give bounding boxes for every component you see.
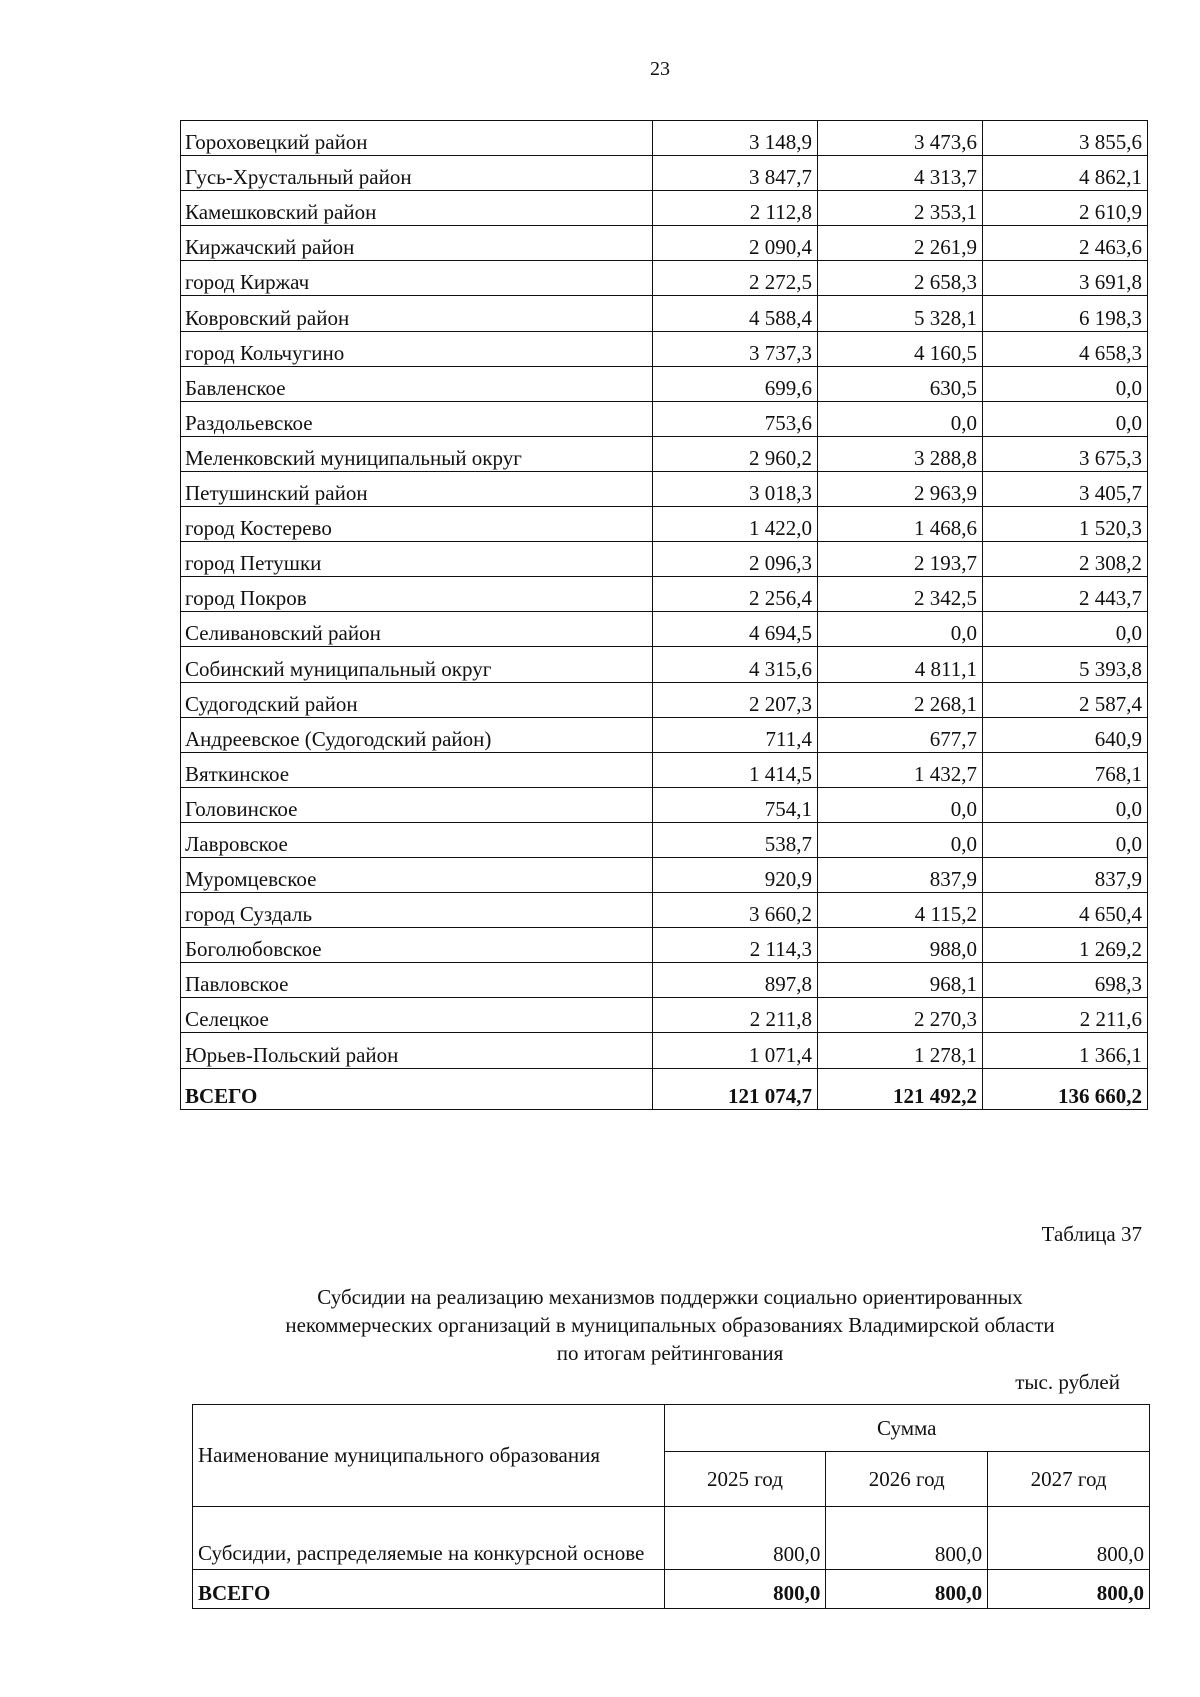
row-value-2025: 3 148,9 bbox=[653, 121, 818, 156]
row-value-2026: 837,9 bbox=[818, 857, 983, 892]
table-row bbox=[181, 857, 1148, 892]
row-value-2027: 1 366,1 bbox=[983, 1033, 1148, 1068]
total-row bbox=[181, 1068, 1148, 1109]
row-value-2026: 3 473,6 bbox=[818, 121, 983, 156]
row-value-2026: 1 432,7 bbox=[818, 752, 983, 787]
row-value-2025: 4 588,4 bbox=[653, 296, 818, 331]
row-value-2027: 640,9 bbox=[983, 717, 1148, 752]
table-row bbox=[181, 893, 1148, 928]
column-header-2026: 2026 год bbox=[826, 1452, 988, 1507]
total-value-2026: 121 492,2 bbox=[818, 1068, 983, 1109]
row-name: Селецкое bbox=[181, 998, 653, 1033]
row-value-2027: 768,1 bbox=[983, 752, 1148, 787]
row-value-2026: 2 353,1 bbox=[818, 191, 983, 226]
row-name: Вяткинское bbox=[181, 752, 653, 787]
row-name: город Кольчугино bbox=[181, 331, 653, 366]
row-value-2026: 2 963,9 bbox=[818, 471, 983, 506]
row-value-2026: 4 811,1 bbox=[818, 647, 983, 682]
total-value-2025: 800,0 bbox=[664, 1570, 826, 1609]
row-value-2027: 3 855,6 bbox=[983, 121, 1148, 156]
row-value-2025: 3 737,3 bbox=[653, 331, 818, 366]
total-value-2027: 136 660,2 bbox=[983, 1068, 1148, 1109]
row-value-2027: 4 862,1 bbox=[983, 156, 1148, 191]
total-value-2026: 800,0 bbox=[826, 1570, 988, 1609]
row-value-2026: 4 160,5 bbox=[818, 331, 983, 366]
subsidy-distribution-table bbox=[180, 120, 1148, 1110]
row-value-2026: 3 288,8 bbox=[818, 436, 983, 471]
total-value-2025: 121 074,7 bbox=[653, 1068, 818, 1109]
row-name: Гороховецкий район bbox=[181, 121, 653, 156]
row-value-2025: 2 272,5 bbox=[653, 261, 818, 296]
nko-subsidy-table bbox=[192, 1404, 1150, 1609]
table-row bbox=[181, 156, 1148, 191]
row-value-2026: 2 268,1 bbox=[818, 682, 983, 717]
row-value-2027: 0,0 bbox=[983, 612, 1148, 647]
column-header-2027: 2027 год bbox=[988, 1452, 1150, 1507]
row-value-2025: 2 960,2 bbox=[653, 436, 818, 471]
row-name: Меленковский муниципальный округ bbox=[181, 436, 653, 471]
row-value-2025: 2 211,8 bbox=[653, 998, 818, 1033]
row-value-2025: 1 414,5 bbox=[653, 752, 818, 787]
row-value-2027: 2 443,7 bbox=[983, 577, 1148, 612]
row-value-2027: 800,0 bbox=[988, 1507, 1150, 1570]
row-value-2026: 988,0 bbox=[818, 928, 983, 963]
row-value-2026: 4 313,7 bbox=[818, 156, 983, 191]
row-value-2025: 1 422,0 bbox=[653, 507, 818, 542]
row-name: Юрьев-Польский район bbox=[181, 1033, 653, 1068]
table-row bbox=[181, 121, 1148, 156]
row-name: Киржачский район bbox=[181, 226, 653, 261]
row-value-2025: 753,6 bbox=[653, 401, 818, 436]
row-name: город Суздаль bbox=[181, 893, 653, 928]
row-value-2027: 2 463,6 bbox=[983, 226, 1148, 261]
row-name: город Покров bbox=[181, 577, 653, 612]
row-name: Боголюбовское bbox=[181, 928, 653, 963]
row-value-2027: 698,3 bbox=[983, 963, 1148, 998]
row-value-2027: 2 587,4 bbox=[983, 682, 1148, 717]
row-value-2027: 4 650,4 bbox=[983, 893, 1148, 928]
row-value-2026: 0,0 bbox=[818, 822, 983, 857]
row-value-2026: 2 342,5 bbox=[818, 577, 983, 612]
table-row bbox=[181, 1033, 1148, 1068]
row-value-2026: 677,7 bbox=[818, 717, 983, 752]
row-name: Андреевское (Судогодский район) bbox=[181, 717, 653, 752]
row-value-2025: 2 256,4 bbox=[653, 577, 818, 612]
row-name: город Костерево bbox=[181, 507, 653, 542]
row-value-2027: 4 658,3 bbox=[983, 331, 1148, 366]
row-value-2026: 2 193,7 bbox=[818, 542, 983, 577]
row-value-2026: 0,0 bbox=[818, 401, 983, 436]
row-value-2026: 968,1 bbox=[818, 963, 983, 998]
table-row bbox=[181, 752, 1148, 787]
total-value-2027: 800,0 bbox=[988, 1570, 1150, 1609]
row-value-2025: 711,4 bbox=[653, 717, 818, 752]
row-name: город Петушки bbox=[181, 542, 653, 577]
table-row bbox=[181, 998, 1148, 1033]
column-header-sum: Сумма bbox=[664, 1405, 1150, 1452]
row-value-2027: 2 308,2 bbox=[983, 542, 1148, 577]
table-row bbox=[181, 366, 1148, 401]
row-value-2026: 2 270,3 bbox=[818, 998, 983, 1033]
table-row bbox=[181, 822, 1148, 857]
table-title-line: некоммерческих организаций в муниципальных образованиях Владимирской области bbox=[285, 1313, 1055, 1337]
column-header-2025: 2025 год bbox=[664, 1452, 826, 1507]
row-value-2026: 630,5 bbox=[818, 366, 983, 401]
table-row bbox=[181, 191, 1148, 226]
row-value-2027: 3 405,7 bbox=[983, 471, 1148, 506]
row-value-2025: 538,7 bbox=[653, 822, 818, 857]
table-row bbox=[181, 226, 1148, 261]
table-row bbox=[181, 577, 1148, 612]
table-row bbox=[181, 331, 1148, 366]
table-row bbox=[193, 1507, 1150, 1570]
row-value-2026: 4 115,2 bbox=[818, 893, 983, 928]
row-value-2027: 0,0 bbox=[983, 787, 1148, 822]
table-title-line: по итогам рейтингования bbox=[556, 1341, 784, 1365]
row-name: Головинское bbox=[181, 787, 653, 822]
row-value-2027: 0,0 bbox=[983, 822, 1148, 857]
row-value-2027: 2 211,6 bbox=[983, 998, 1148, 1033]
row-name: Павловское bbox=[181, 963, 653, 998]
table-row bbox=[181, 787, 1148, 822]
table-label: Таблица 37 bbox=[1041, 1222, 1142, 1246]
table-row bbox=[181, 507, 1148, 542]
row-value-2027: 2 610,9 bbox=[983, 191, 1148, 226]
table-row bbox=[181, 717, 1148, 752]
row-value-2025: 2 090,4 bbox=[653, 226, 818, 261]
total-row bbox=[193, 1570, 1150, 1609]
row-value-2025: 4 694,5 bbox=[653, 612, 818, 647]
row-name: Лавровское bbox=[181, 822, 653, 857]
row-value-2027: 5 393,8 bbox=[983, 647, 1148, 682]
table-row bbox=[181, 682, 1148, 717]
row-value-2025: 1 071,4 bbox=[653, 1033, 818, 1068]
row-name: Субсидии, распределяемые на конкурсной основе bbox=[193, 1507, 665, 1570]
table-row bbox=[181, 261, 1148, 296]
row-value-2026: 5 328,1 bbox=[818, 296, 983, 331]
table-row bbox=[181, 296, 1148, 331]
table-row bbox=[181, 471, 1148, 506]
row-value-2025: 3 847,7 bbox=[653, 156, 818, 191]
row-name: Собинский муниципальный округ bbox=[181, 647, 653, 682]
table-row bbox=[181, 401, 1148, 436]
row-name: город Киржач bbox=[181, 261, 653, 296]
table-row bbox=[181, 928, 1148, 963]
row-name: Муромцевское bbox=[181, 857, 653, 892]
row-value-2026: 800,0 bbox=[826, 1507, 988, 1570]
row-name: Гусь-Хрустальный район bbox=[181, 156, 653, 191]
table-row bbox=[181, 542, 1148, 577]
page-number: 23 bbox=[650, 58, 670, 80]
table-row bbox=[181, 612, 1148, 647]
row-value-2026: 1 468,6 bbox=[818, 507, 983, 542]
column-header-name: Наименование муниципального образования bbox=[193, 1405, 665, 1507]
row-value-2026: 2 658,3 bbox=[818, 261, 983, 296]
table-row bbox=[181, 963, 1148, 998]
row-value-2027: 3 691,8 bbox=[983, 261, 1148, 296]
row-value-2025: 800,0 bbox=[664, 1507, 826, 1570]
row-value-2026: 0,0 bbox=[818, 612, 983, 647]
total-label: ВСЕГО bbox=[193, 1570, 665, 1609]
row-value-2027: 0,0 bbox=[983, 366, 1148, 401]
table-title-line: Субсидии на реализацию механизмов поддержки социально ориентированных bbox=[317, 1285, 1023, 1309]
row-value-2027: 1 520,3 bbox=[983, 507, 1148, 542]
row-value-2025: 897,8 bbox=[653, 963, 818, 998]
row-value-2025: 3 018,3 bbox=[653, 471, 818, 506]
table-row bbox=[181, 647, 1148, 682]
table-body bbox=[181, 121, 1148, 1110]
row-value-2025: 2 114,3 bbox=[653, 928, 818, 963]
row-value-2025: 2 112,8 bbox=[653, 191, 818, 226]
row-value-2025: 2 207,3 bbox=[653, 682, 818, 717]
row-value-2027: 837,9 bbox=[983, 857, 1148, 892]
table-row bbox=[181, 436, 1148, 471]
row-name: Камешковский район bbox=[181, 191, 653, 226]
row-name: Селивановский район bbox=[181, 612, 653, 647]
row-value-2027: 1 269,2 bbox=[983, 928, 1148, 963]
row-value-2025: 920,9 bbox=[653, 857, 818, 892]
row-name: Ковровский район bbox=[181, 296, 653, 331]
row-value-2026: 0,0 bbox=[818, 787, 983, 822]
row-name: Бавленское bbox=[181, 366, 653, 401]
row-value-2027: 3 675,3 bbox=[983, 436, 1148, 471]
row-value-2025: 3 660,2 bbox=[653, 893, 818, 928]
row-value-2026: 1 278,1 bbox=[818, 1033, 983, 1068]
row-value-2025: 754,1 bbox=[653, 787, 818, 822]
row-name: Судогодский район bbox=[181, 682, 653, 717]
row-name: Раздольевское bbox=[181, 401, 653, 436]
row-value-2027: 0,0 bbox=[983, 401, 1148, 436]
row-value-2025: 699,6 bbox=[653, 366, 818, 401]
row-value-2027: 6 198,3 bbox=[983, 296, 1148, 331]
row-value-2025: 4 315,6 bbox=[653, 647, 818, 682]
total-label: ВСЕГО bbox=[181, 1068, 653, 1109]
units-label: тыс. рублей bbox=[1015, 1370, 1120, 1394]
row-value-2026: 2 261,9 bbox=[818, 226, 983, 261]
row-value-2025: 2 096,3 bbox=[653, 542, 818, 577]
row-name: Петушинский район bbox=[181, 471, 653, 506]
table-title bbox=[220, 1283, 1120, 1367]
